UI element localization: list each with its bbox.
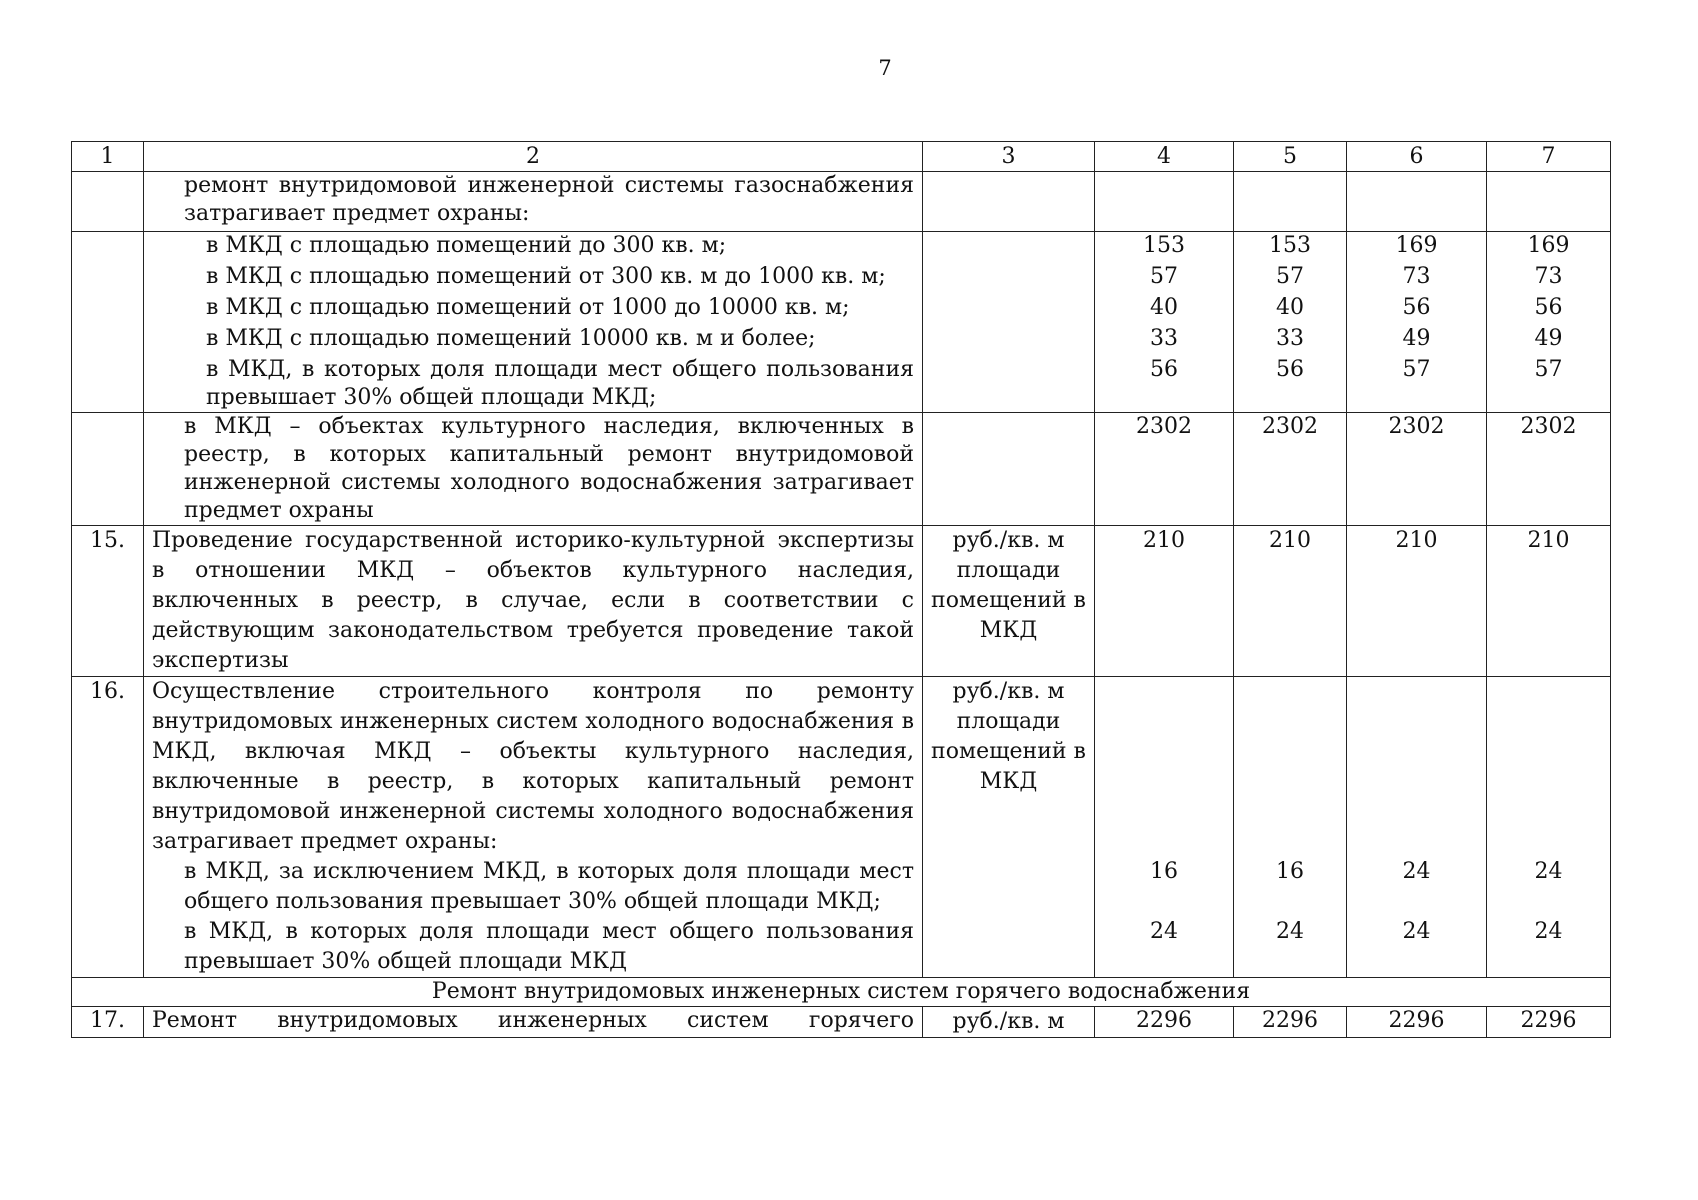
sub-item: в МКД с площадью помещений от 300 кв. м до 1000 кв. м; <box>206 264 886 289</box>
unit-cell: руб./кв. м площади помещений в МКД <box>923 526 1095 677</box>
value-cell: 24 24 <box>1347 677 1487 978</box>
row-number-cell: 16. <box>72 677 144 978</box>
sub-item: в МКД, в которых доля площади мест общего пользования превышает 30% общей площади МКД <box>184 919 914 974</box>
value-cell: 153 57 40 33 56 <box>1095 232 1234 413</box>
value-cell: 153 57 40 33 56 <box>1234 232 1347 413</box>
sub-item: в МКД, в которых доля площади мест общего пользования превышает 30% общей площади МКД; <box>206 357 914 410</box>
table-row <box>72 413 1611 526</box>
value-cell: 2302 <box>1095 413 1234 526</box>
tariff-table <box>71 141 1611 1038</box>
value-cell: 210 <box>1095 526 1234 677</box>
sub-item: в МКД, за исключением МКД, в которых доля площади мест общего пользования превышает 30% общей площади МКД; <box>184 859 914 914</box>
row-description: Ремонт внутридомовых инженерных систем горячего <box>144 1007 923 1038</box>
row-number-cell: 15. <box>72 526 144 677</box>
value-cell: 2302 <box>1487 413 1611 526</box>
value-cell: 169 73 56 49 57 <box>1487 232 1611 413</box>
row-description: в МКД – объектах культурного наследия, включенных в реестр, в которых капитальный ремонт внутридомовой инженерной системы холодного водоснабжения затрагивает предмет охраны <box>144 413 923 526</box>
row-description <box>144 677 923 978</box>
row-description <box>144 232 923 413</box>
table-row <box>72 232 1611 413</box>
section-title: Ремонт внутридомовых инженерных систем горячего водоснабжения <box>72 978 1611 1007</box>
table-header-row <box>72 142 1611 172</box>
row-description: ремонт внутридомовой инженерной системы газоснабжения затрагивает предмет охраны: <box>144 172 923 232</box>
header-cell: 5 <box>1234 142 1347 172</box>
value-cell: 210 <box>1487 526 1611 677</box>
row-description: Проведение государственной историко-культурной экспертизы в отношении МКД – объектов культурного наследия, включенных в реестр, в случае, если в соответствии с действующим законодательством требуется проведение такой экспертизы <box>144 526 923 677</box>
value-cell: 2296 <box>1347 1007 1487 1038</box>
unit-cell: руб./кв. м <box>923 1007 1095 1038</box>
row-number-cell <box>72 172 144 232</box>
header-cell: 4 <box>1095 142 1234 172</box>
value-cell: 16 24 <box>1095 677 1234 978</box>
value-cell: 210 <box>1347 526 1487 677</box>
sub-item: в МКД с площадью помещений до 300 кв. м; <box>206 233 727 258</box>
value-cell: 2302 <box>1347 413 1487 526</box>
table-row <box>72 172 1611 232</box>
row-number-cell: 17. <box>72 1007 144 1038</box>
value-cell: 2296 <box>1095 1007 1234 1038</box>
value-cell: 16 24 <box>1234 677 1347 978</box>
value-cell: 2296 <box>1487 1007 1611 1038</box>
unit-cell <box>923 172 1095 232</box>
sub-item: в МКД с площадью помещений 10000 кв. м и более; <box>206 326 816 351</box>
table-row <box>72 1007 1611 1038</box>
value-cell: 169 73 56 49 57 <box>1347 232 1487 413</box>
value-cell: 2296 <box>1234 1007 1347 1038</box>
value-cell: 24 24 <box>1487 677 1611 978</box>
section-header-row <box>72 978 1611 1007</box>
value-cell: 2302 <box>1234 413 1347 526</box>
header-cell: 1 <box>72 142 144 172</box>
table-row <box>72 677 1611 978</box>
value-cell: 210 <box>1234 526 1347 677</box>
header-cell: 2 <box>144 142 923 172</box>
table-row <box>72 526 1611 677</box>
unit-cell: руб./кв. м площади помещений в МКД <box>923 677 1095 978</box>
row-main-text: Осуществление строительного контроля по ремонту внутридомовых инженерных систем холодного водоснабжения в МКД, включая МКД – объекты культурного наследия, включенные в реестр, в которых капитальный ремонт внутридомовой инженерной системы холодного водоснабжения затрагивает предмет охраны: <box>152 679 914 854</box>
sub-item: в МКД с площадью помещений от 1000 до 10000 кв. м; <box>206 295 850 320</box>
header-cell: 7 <box>1487 142 1611 172</box>
page-number: 7 <box>878 56 892 80</box>
header-cell: 6 <box>1347 142 1487 172</box>
header-cell: 3 <box>923 142 1095 172</box>
